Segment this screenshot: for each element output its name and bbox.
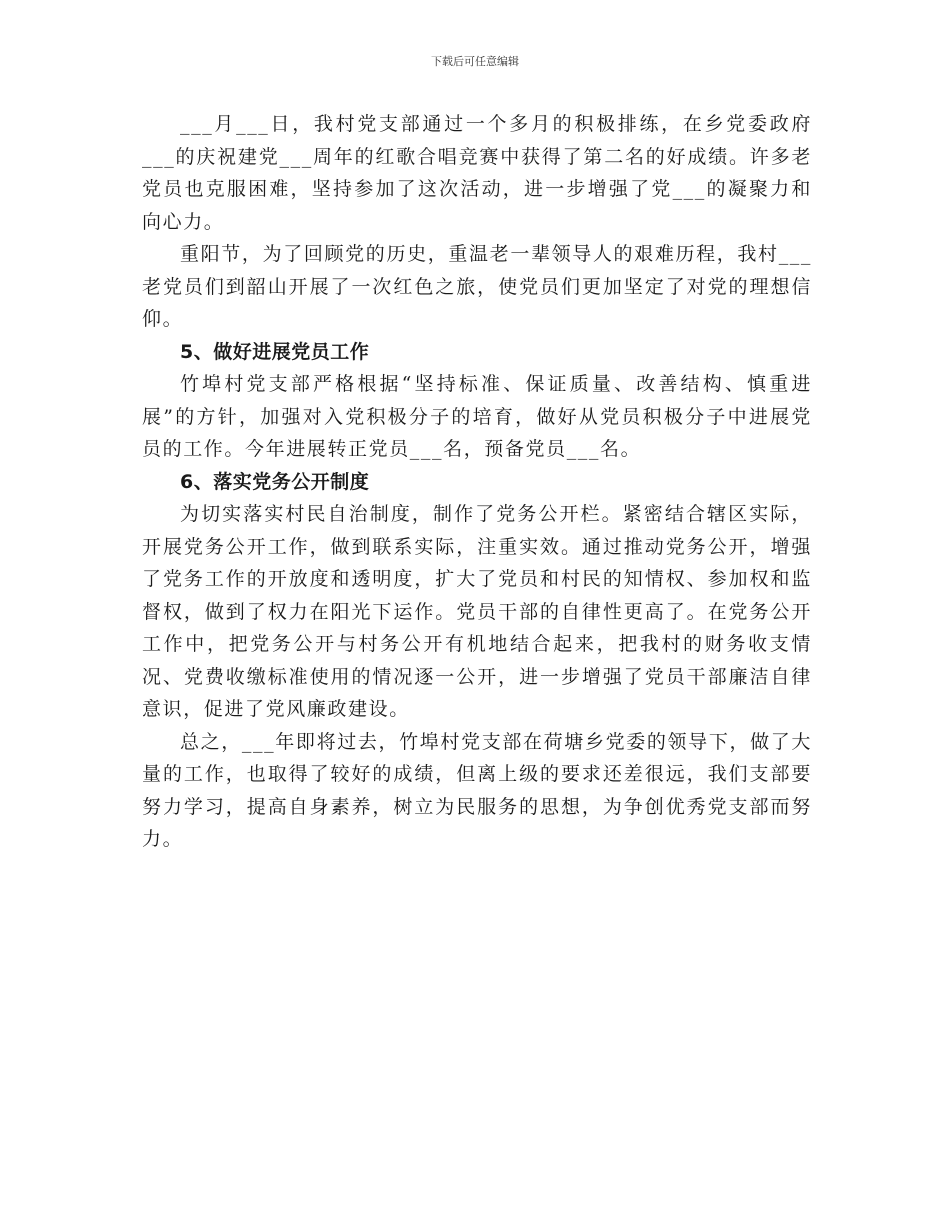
section-heading-5: 5、做好进展党员工作 [180, 340, 370, 363]
section-heading-6: 6、落实党务公开制度 [180, 470, 370, 493]
page-header: 下载后可任意编辑 [431, 55, 519, 68]
paragraph-party-affairs-disclosure: 为切实落实村民自治制度，制作了党务公开栏。紧密结合辖区实际，开展党务公开工作，做到联系实际，注重实效。通过推动党务公开，增强了党务工作的开放度和透明度，扩大了党员和村民的知情权、参加权和监督权，做到了权力在阳光下运作。党员干部的自律性更高了。在党务公开工作中，把党务公开与村务公开有机地结合起来，把我村的财务收支情况、党费收缴标准使用的情况逐一公开，进一步增强了党员干部廉洁自律意识，促进了党风廉政建设。 [142, 503, 812, 720]
paragraph-summary: 总之，___年即将过去，竹埠村党支部在荷塘乡党委的领导下，做了大量的工作，也取得了较好的成绩，但离上级的要求还差很远，我们支部要努力学习，提高自身素养，树立为民服务的思想，为争创优秀党支部而努力。 [142, 730, 812, 850]
paragraph-choir-contest: ___月___日，我村党支部通过一个多月的积极排练，在乡党委政府___的庆祝建党___周年的红歌合唱竞赛中获得了第二名的好成绩。许多老党员也克服困难，坚持参加了这次活动，进一步增强了党___的凝聚力和向心力。 [142, 113, 812, 233]
document-body [142, 108, 812, 856]
paragraph-member-development: 竹埠村党支部严格根据“坚持标准、保证质量、改善结构、慎重进展”的方针，加强对入党积极分子的培育，做好从党员积极分子中进展党员的工作。今年进展转正党员___名，预备党员___名。 [142, 373, 812, 460]
paragraph-double-ninth: 重阳节，为了回顾党的历史，重温老一辈领导人的艰难历程，我村___老党员们到韶山开展了一次红色之旅，使党员们更加坚定了对党的理想信仰。 [142, 243, 812, 330]
